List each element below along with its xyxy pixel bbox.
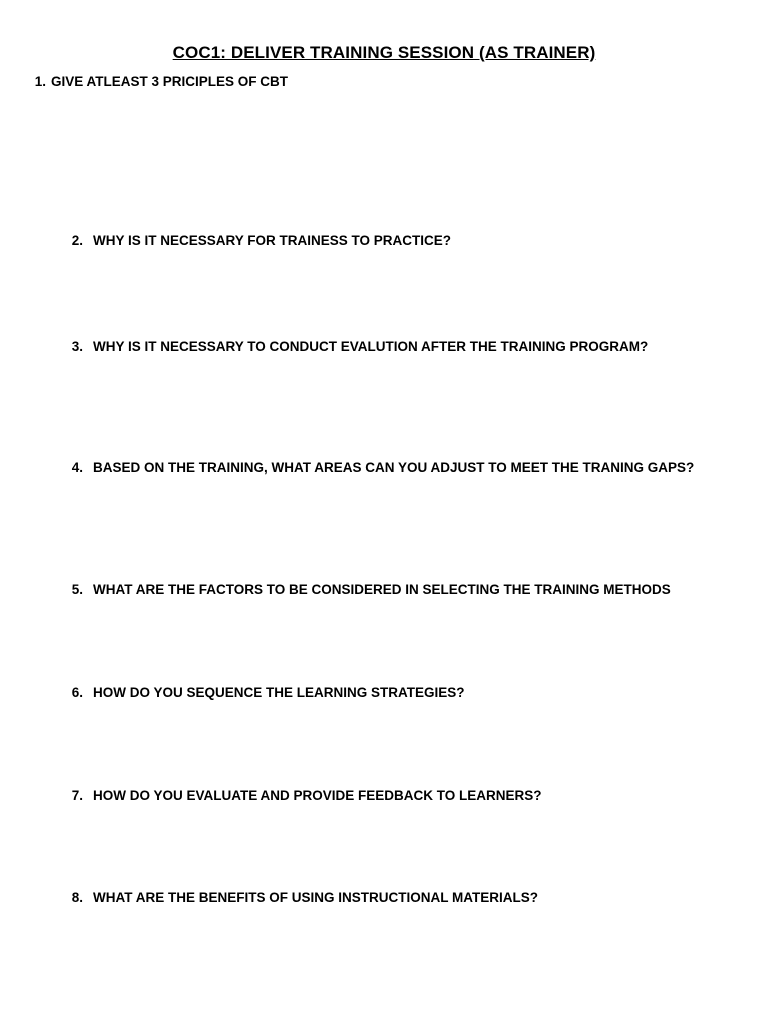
question-number: 4. — [71, 460, 83, 475]
question-number: 7. — [71, 788, 83, 803]
question-text: HOW DO YOU EVALUATE AND PROVIDE FEEDBACK TO LEARNERS? — [93, 788, 542, 803]
question-text: WHY IS IT NECESSARY TO CONDUCT EVALUTION AFTER THE TRAINING PROGRAM? — [93, 339, 649, 354]
document-title: COC1: DELIVER TRAINING SESSION (AS TRAINER) — [172, 43, 596, 62]
question-6 — [47, 684, 707, 702]
question-number: 1. — [34, 74, 46, 89]
question-3 — [47, 338, 707, 356]
question-number: 5. — [71, 582, 83, 597]
question-number: 8. — [71, 890, 83, 905]
question-number: 2. — [71, 233, 83, 248]
question-text: WHAT ARE THE FACTORS TO BE CONSIDERED IN SELECTING THE TRAINING METHODS — [93, 582, 671, 597]
question-7 — [47, 787, 707, 805]
question-text: HOW DO YOU SEQUENCE THE LEARNING STRATEGIES? — [93, 685, 465, 700]
question-text: GIVE ATLEAST 3 PRICIPLES OF CBT — [51, 74, 289, 89]
question-number: 6. — [71, 685, 83, 700]
question-5 — [47, 581, 707, 599]
question-text: WHAT ARE THE BENEFITS OF USING INSTRUCTIONAL MATERIALS? — [93, 890, 538, 905]
question-4 — [47, 459, 707, 477]
question-1 — [23, 73, 288, 91]
question-2 — [47, 232, 707, 250]
question-text: BASED ON THE TRAINING, WHAT AREAS CAN YOU ADJUST TO MEET THE TRANING GAPS? — [93, 460, 695, 475]
question-text: WHY IS IT NECESSARY FOR TRAINESS TO PRACTICE? — [93, 233, 452, 248]
question-number: 3. — [71, 339, 83, 354]
question-8 — [47, 889, 707, 907]
